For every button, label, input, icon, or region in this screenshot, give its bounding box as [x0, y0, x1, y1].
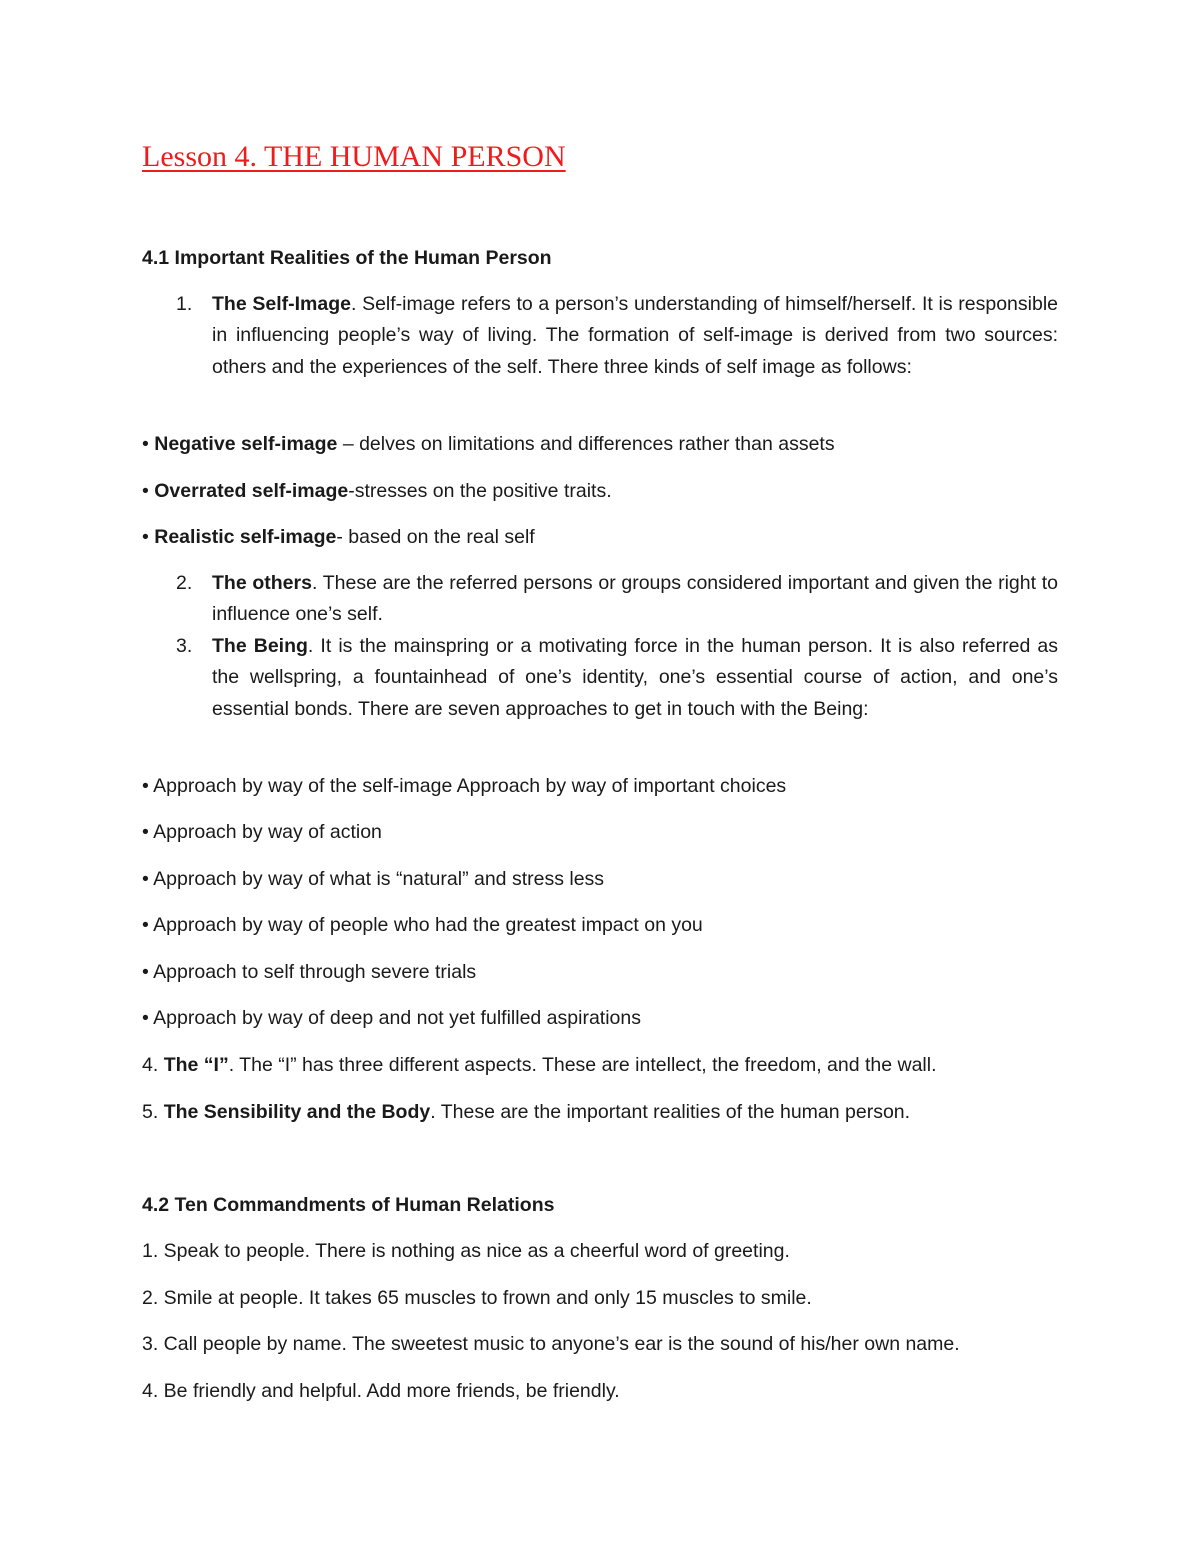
- kind-term: Realistic self-image: [154, 526, 337, 548]
- item-number: 3.: [176, 635, 193, 657]
- item-text: [212, 568, 1058, 631]
- item-number: 5.: [142, 1101, 164, 1123]
- self-image-kind-negative: • Negative self-image – delves on limitations and differences rather than assets: [142, 433, 835, 455]
- kind-description: – delves on limitations and differences rather than assets: [337, 433, 835, 455]
- item-number: 4.: [142, 1054, 164, 1076]
- item-description: . The “I” has three different aspects. These are intellect, the freedom, and the wall.: [228, 1054, 937, 1076]
- approach-item: • Approach by way of people who had the greatest impact on you: [142, 914, 703, 936]
- kind-term: Overrated self-image: [154, 480, 349, 502]
- reality-item-others: [176, 568, 1058, 631]
- item-term: The Being: [212, 635, 308, 657]
- kind-term: Negative self-image: [154, 433, 338, 455]
- reality-item-sensibility-body: [142, 1100, 910, 1124]
- reality-item-the-i: [142, 1053, 937, 1077]
- kind-description: - based on the real self: [336, 526, 535, 548]
- self-image-kind-realistic: • Realistic self-image- based on the real self: [142, 526, 535, 548]
- item-description: . These are the referred persons or groups considered important and given the right to influence one’s self.: [212, 572, 1058, 626]
- item-description: . Self-image refers to a person’s understanding of himself/herself. It is responsible in influencing people’s way of living. The formation of self-image is derived from two sources: others and the experiences of the self. There three kinds of self image as follows:: [212, 293, 1058, 378]
- commandment-item: 2. Smile at people. It takes 65 muscles to frown and only 15 muscles to smile.: [142, 1287, 812, 1309]
- approach-item: • Approach to self through severe trials: [142, 961, 477, 983]
- commandment-item: 3. Call people by name. The sweetest music to anyone’s ear is the sound of his/her own name.: [142, 1333, 960, 1355]
- item-number: 1.: [176, 293, 193, 315]
- item-term: The Self-Image: [212, 293, 351, 315]
- commandment-item: 4. Be friendly and helpful. Add more friends, be friendly.: [142, 1380, 620, 1402]
- kind-description: -stresses on the positive traits.: [348, 480, 612, 502]
- item-text: [212, 289, 1058, 383]
- section-heading-4-2: 4.2 Ten Commandments of Human Relations: [142, 1194, 555, 1216]
- reality-item-self-image: [176, 289, 1058, 383]
- approach-item: • Approach by way of what is “natural” and stress less: [142, 868, 605, 890]
- approach-item: • Approach by way of the self-image Approach by way of important choices: [142, 775, 787, 797]
- item-text: [212, 631, 1058, 725]
- item-term: The Sensibility and the Body: [163, 1101, 431, 1123]
- lesson-title: Lesson 4. THE HUMAN PERSON: [142, 140, 566, 173]
- item-term: The “I”: [163, 1054, 229, 1076]
- reality-item-being: [176, 631, 1058, 725]
- commandment-item: 1. Speak to people. There is nothing as nice as a cheerful word of greeting.: [142, 1240, 790, 1262]
- approach-item: • Approach by way of action: [142, 821, 382, 843]
- item-description: . It is the mainspring or a motivating force in the human person. It is also referred as the wellspring, a fountainhead of one’s identity, one’s essential course of action, and one’s essential bonds. There are seven approaches to get in touch with the Being:: [212, 635, 1058, 720]
- approach-item: • Approach by way of deep and not yet fulfilled aspirations: [142, 1007, 641, 1029]
- item-term: The others: [212, 572, 312, 594]
- section-heading-4-1: 4.1 Important Realities of the Human Person: [142, 247, 552, 269]
- self-image-kind-overrated: • Overrated self-image-stresses on the positive traits.: [142, 480, 612, 502]
- item-description: . These are the important realities of the human person.: [430, 1101, 911, 1123]
- item-number: 2.: [176, 572, 193, 594]
